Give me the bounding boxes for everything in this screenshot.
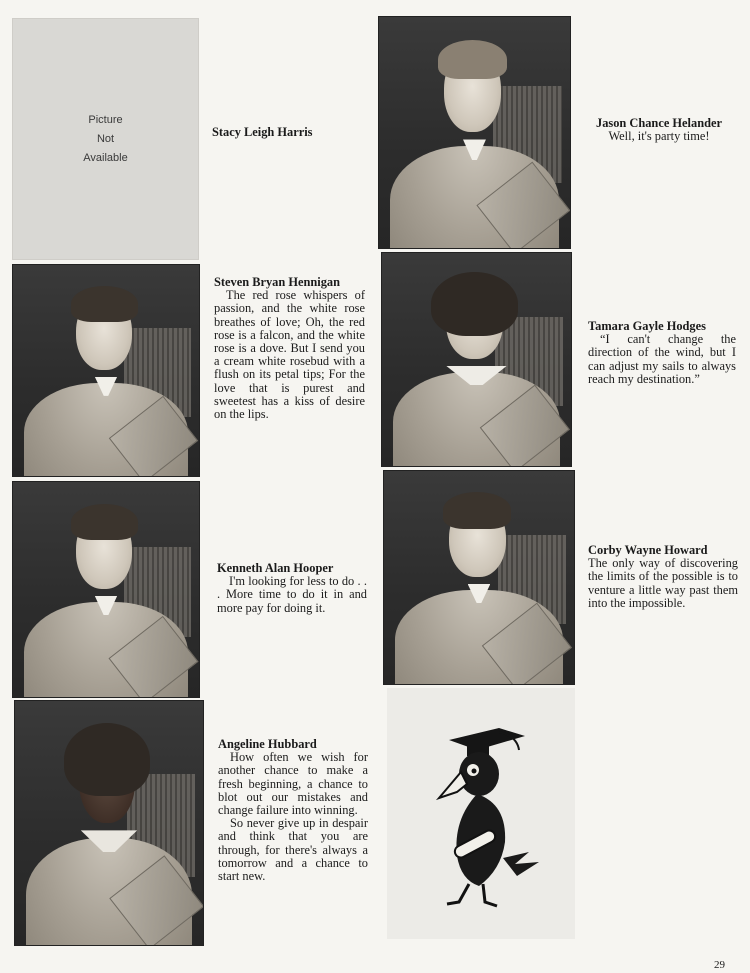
student-quote: I'm looking for less to do . . . More time to do it in and more pay for doing it. [217, 574, 367, 615]
placeholder-text-line-3: Available [83, 151, 128, 164]
student-photo-steven-hennigan [12, 264, 200, 477]
student-entry-corby-howard [588, 544, 738, 610]
student-name: Jason Chance Helander [596, 116, 722, 130]
student-entry-steven-hennigan [214, 276, 365, 421]
student-photo-jason-helander [378, 16, 571, 249]
student-quote: The red rose whispers of passion, and the white rose breathes of love; Oh, the red rose is a falcon, and the white rose is a dove. But I send you a cream white rosebud with a flush on its petal tips; For the love that is purest and sweetest has a kiss of desire on the lips. [214, 288, 365, 422]
page-number: 29 [714, 959, 725, 971]
bird-mascot-graduate-icon [387, 688, 575, 939]
student-photo-tamara-hodges [381, 252, 572, 467]
student-entry-angeline-hubbard [218, 738, 368, 883]
student-name: Tamara Gayle Hodges [588, 319, 706, 333]
mascot-illustration [387, 688, 575, 939]
student-entry-tamara-hodges [588, 320, 736, 386]
student-quote: Well, it's party time! [608, 129, 710, 144]
student-photo-corby-howard [383, 470, 575, 685]
student-name: Stacy Leigh Harris [212, 125, 313, 139]
student-quote: The only way of discovering the limits of the possible is to venture a little way past them into the impossible. [588, 556, 738, 610]
placeholder-text-line-2: Not [96, 132, 115, 145]
student-name: Corby Wayne Howard [588, 543, 708, 557]
student-quote: So never give up in despair and think that you are through, for there's always a tomorrow and a chance to start new. [218, 816, 368, 884]
student-name: Angeline Hubbard [218, 737, 317, 751]
student-name: Kenneth Alan Hooper [217, 561, 334, 575]
student-entry-jason-helander [586, 117, 732, 143]
placeholder-text-line-1: Picture [88, 113, 123, 126]
student-entry-stacy-harris [212, 126, 362, 139]
student-photo-angeline-hubbard [14, 700, 204, 946]
student-quote: “I can't change the direction of the wind, but I can adjust my sails to always reach my destination.” [588, 332, 736, 386]
student-quote: How often we wish for another chance to make a fresh beginning, a chance to blot out our mistakes and change failure into winning. [218, 750, 368, 818]
student-photo-kenneth-hooper [12, 481, 200, 698]
student-name: Steven Bryan Hennigan [214, 275, 340, 289]
picture-not-available-placeholder [12, 18, 199, 260]
student-entry-kenneth-hooper [217, 562, 367, 615]
